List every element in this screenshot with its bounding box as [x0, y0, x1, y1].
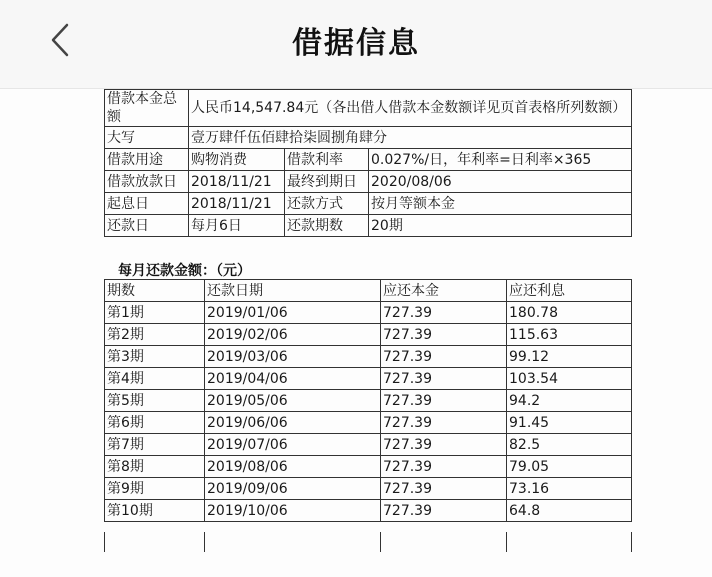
- principal-cell: 727.39: [381, 390, 507, 412]
- repay-day-label: 还款日: [105, 215, 189, 237]
- uppercase-value: 壹万肆仟伍佰肆拾柒圆捌角肆分: [189, 127, 632, 149]
- purpose-value: 购物消费: [189, 149, 285, 171]
- schedule-header-row: [105, 280, 632, 302]
- period-cell: 第4期: [105, 368, 205, 390]
- principal-cell: 727.39: [381, 368, 507, 390]
- table-row: [105, 302, 632, 324]
- nav-bar: [0, 0, 712, 89]
- interest-cell: 94.2: [507, 390, 632, 412]
- principal-cell: 727.39: [381, 412, 507, 434]
- rate-label: 借款利率: [285, 149, 369, 171]
- periods-value: 20期: [369, 215, 632, 237]
- column-line: [380, 532, 381, 552]
- loan-info-table: [104, 89, 632, 237]
- date-cell: 2019/05/06: [205, 390, 381, 412]
- principal-cell: 727.39: [381, 500, 507, 522]
- schedule-table: [104, 279, 632, 522]
- period-cell: 第9期: [105, 478, 205, 500]
- table-row: [105, 500, 632, 522]
- table-continuation: [104, 532, 632, 552]
- header-principal: 应还本金: [381, 280, 507, 302]
- due-date-label: 最终到期日: [285, 171, 369, 193]
- document-view[interactable]: [0, 89, 712, 577]
- repay-method-value: 按月等额本金: [369, 193, 632, 215]
- column-line: [204, 532, 205, 552]
- info-row-uppercase: [105, 127, 632, 149]
- date-cell: 2019/08/06: [205, 456, 381, 478]
- table-row: [105, 456, 632, 478]
- interest-cell: 82.5: [507, 434, 632, 456]
- info-row-interest: [105, 193, 632, 215]
- principal-cell: 727.39: [381, 456, 507, 478]
- date-cell: 2019/02/06: [205, 324, 381, 346]
- page-title: 借据信息: [292, 26, 420, 61]
- interest-start-label: 起息日: [105, 193, 189, 215]
- header-period: 期数: [105, 280, 205, 302]
- principal-cell: 727.39: [381, 346, 507, 368]
- period-cell: 第8期: [105, 456, 205, 478]
- issue-date-value: 2018/11/21: [189, 171, 285, 193]
- period-cell: 第3期: [105, 346, 205, 368]
- period-cell: 第5期: [105, 390, 205, 412]
- schedule-title: 每月还款金额：（元）: [118, 263, 251, 279]
- purpose-label: 借款用途: [105, 149, 189, 171]
- period-cell: 第6期: [105, 412, 205, 434]
- info-row-dates: [105, 171, 632, 193]
- principal-cell: 727.39: [381, 324, 507, 346]
- date-cell: 2019/09/06: [205, 478, 381, 500]
- table-row: [105, 412, 632, 434]
- period-cell: 第2期: [105, 324, 205, 346]
- interest-cell: 99.12: [507, 346, 632, 368]
- table-row: [105, 324, 632, 346]
- date-cell: 2019/06/06: [205, 412, 381, 434]
- repay-day-value: 每月6日: [189, 215, 285, 237]
- column-line: [506, 532, 507, 552]
- date-cell: 2019/04/06: [205, 368, 381, 390]
- interest-cell: 103.54: [507, 368, 632, 390]
- interest-start-value: 2018/11/21: [189, 193, 285, 215]
- column-line: [104, 532, 105, 552]
- header-interest: 应还利息: [507, 280, 632, 302]
- principal-cell: 727.39: [381, 302, 507, 324]
- date-cell: 2019/03/06: [205, 346, 381, 368]
- period-cell: 第7期: [105, 434, 205, 456]
- interest-cell: 79.05: [507, 456, 632, 478]
- table-row: [105, 434, 632, 456]
- table-row: [105, 390, 632, 412]
- interest-cell: 64.8: [507, 500, 632, 522]
- period-cell: 第10期: [105, 500, 205, 522]
- principal-cell: 727.39: [381, 434, 507, 456]
- principal-value: 人民币14,547.84元（各出借人借款本金数额详见页首表格所列数额）: [189, 90, 632, 127]
- issue-date-label: 借款放款日: [105, 171, 189, 193]
- rate-value: 0.027%/日，年利率=日利率×365: [369, 149, 632, 171]
- interest-cell: 180.78: [507, 302, 632, 324]
- column-line: [631, 532, 632, 552]
- header-date: 还款日期: [205, 280, 381, 302]
- repay-method-label: 还款方式: [285, 193, 369, 215]
- info-row-purpose: [105, 149, 632, 171]
- table-row: [105, 478, 632, 500]
- due-date-value: 2020/08/06: [369, 171, 632, 193]
- date-cell: 2019/01/06: [205, 302, 381, 324]
- info-row-repay: [105, 215, 632, 237]
- uppercase-label: 大写: [105, 127, 189, 149]
- date-cell: 2019/10/06: [205, 500, 381, 522]
- table-row: [105, 346, 632, 368]
- interest-cell: 91.45: [507, 412, 632, 434]
- principal-label: 借款本金总额: [105, 90, 189, 127]
- info-row-principal: [105, 90, 632, 127]
- periods-label: 还款期数: [285, 215, 369, 237]
- table-row: [105, 368, 632, 390]
- interest-cell: 73.16: [507, 478, 632, 500]
- principal-cell: 727.39: [381, 478, 507, 500]
- date-cell: 2019/07/06: [205, 434, 381, 456]
- interest-cell: 115.63: [507, 324, 632, 346]
- period-cell: 第1期: [105, 302, 205, 324]
